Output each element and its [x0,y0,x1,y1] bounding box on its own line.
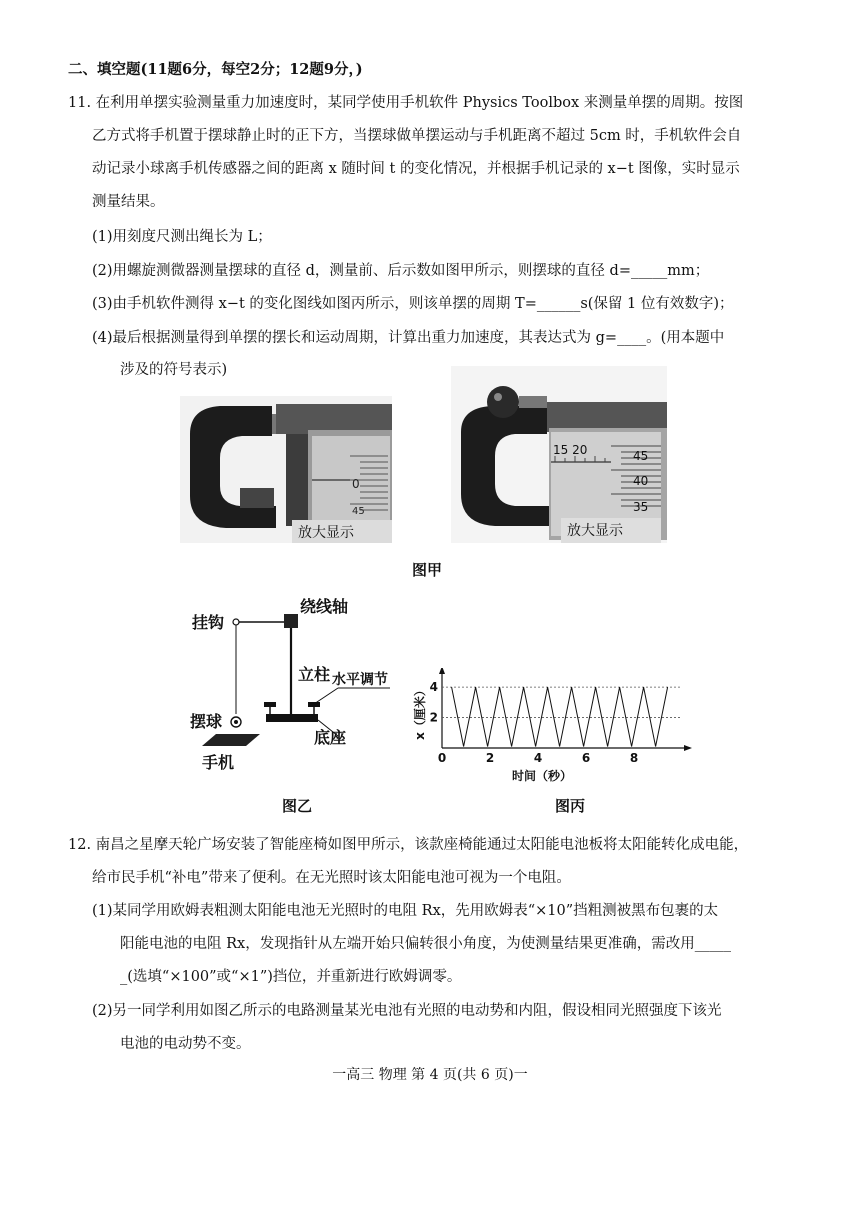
q12-sub-1b: 阳能电池的电阻 Rx，发现指针从左端开始只偏转很小角度，为使测量结果更准确，需改用_____ [120,936,731,952]
x-tick-0: 0 [437,751,447,765]
xt-series-line [452,687,668,746]
page-footer: 一高三 物理 第 4 页(共 6 页)一 [332,1067,528,1083]
label-base: 底座 [314,728,347,747]
q11-line-3: 动记录小球离手机传感器之间的距离 x 随时间 t 的变化情况，并根据手机记录的 x−t 图像，实时显示 [92,161,740,177]
left-zoom-label: 放大显示 [298,525,354,541]
label-axle: 绕线轴 [300,597,349,616]
x-tick-8: 8 [629,751,639,765]
fig-jia-caption: 图甲 [412,561,443,579]
q12-sub-2b: 电池的电动势不变。 [120,1036,251,1052]
right-scale-35: 35 [633,500,649,514]
fig-yi-caption: 图乙 [282,797,313,815]
q12-sub-1a: (1)某同学用欧姆表粗测太阳能电池无光照时的电阻 Rx，先用欧姆表“×10”挡粗测被黑布包裹的太 [92,903,719,919]
q11-line-1: 11. 在利用单摆实验测量重力加速度时，某同学使用手机软件 Physics Toolbox 来测量单摆的周期。按图 [68,95,744,111]
right-main-scale: 15 20 [553,443,588,457]
x-tick-4: 4 [533,751,543,765]
left-scale-45: 45 [352,506,365,517]
section-title: 二、填空题(11题6分，每空2分；12题9分，) [68,61,363,78]
x-axis-arrow [684,745,692,751]
q12-sub-1c: _(选填“×100”或“×1”)挡位，并重新进行欧姆调零。 [120,969,462,985]
right-scale-40: 40 [633,474,649,488]
q11-sub-4b: 涉及的符号表示) [120,362,228,378]
label-level: 水平调节 [332,672,388,688]
x-tick-2: 2 [485,751,495,765]
q12-sub-2a: (2)另一同学利用如图乙所示的电路测量某光电池有光照的电动势和内阻，假设相同光照强度下该光 [92,1003,722,1019]
y-axis-arrow [439,668,445,674]
right-zoom-label: 放大显示 [567,523,623,539]
y-tick-2: 2 [429,710,438,725]
label-pillar: 立柱 [298,665,331,684]
fig-bing-caption: 图丙 [555,797,586,815]
y-tick-4: 4 [429,680,438,695]
q11-line-2: 乙方式将手机置于摆球静止时的正下方，当摆球做单摆运动与手机距离不超过 5cm 时，手机软件会自 [92,128,742,144]
q12-line-2: 给市民手机“补电”带来了便利。在无光照时该太阳能电池可视为一个电阻。 [92,870,571,886]
q12-line-1: 12. 南昌之星摩天轮广场安装了智能座椅如图甲所示，该款座椅能通过太阳能电池板将太阳能转化成电能， [68,837,749,853]
x-axis-label: 时间（秒） [511,769,573,783]
q11-sub-2: (2)用螺旋测微器测量摆球的直径 d，测量前、后示数如图甲所示，则摆球的直径 d=_____mm； [92,263,710,279]
label-hook: 挂钩 [192,613,225,632]
label-phone: 手机 [202,753,235,772]
xt-chart [402,668,698,784]
pendulum-apparatus-diagram [188,596,420,778]
q11-sub-4a: (4)最后根据测量得到单摆的摆长和运动周期，计算出重力加速度，其表达式为 g=____。(用本题中 [92,330,725,346]
y-axis-label: x（厘米） [413,684,427,740]
right-scale-45: 45 [633,449,649,463]
micrometer-after-photo [451,366,667,543]
q11-line-4: 测量结果。 [92,194,165,210]
label-bob: 摆球 [190,712,223,731]
q11-sub-1: (1)用刻度尺测出绳长为 L； [92,229,272,245]
micrometer-before-photo [180,396,392,543]
q11-sub-3: (3)由手机软件测得 x−t 的变化图线如图丙所示，则该单摆的周期 T=______s(保留 1 位有效数字)； [92,296,734,312]
x-tick-6: 6 [581,751,591,765]
left-scale-0: 0 [352,477,360,491]
